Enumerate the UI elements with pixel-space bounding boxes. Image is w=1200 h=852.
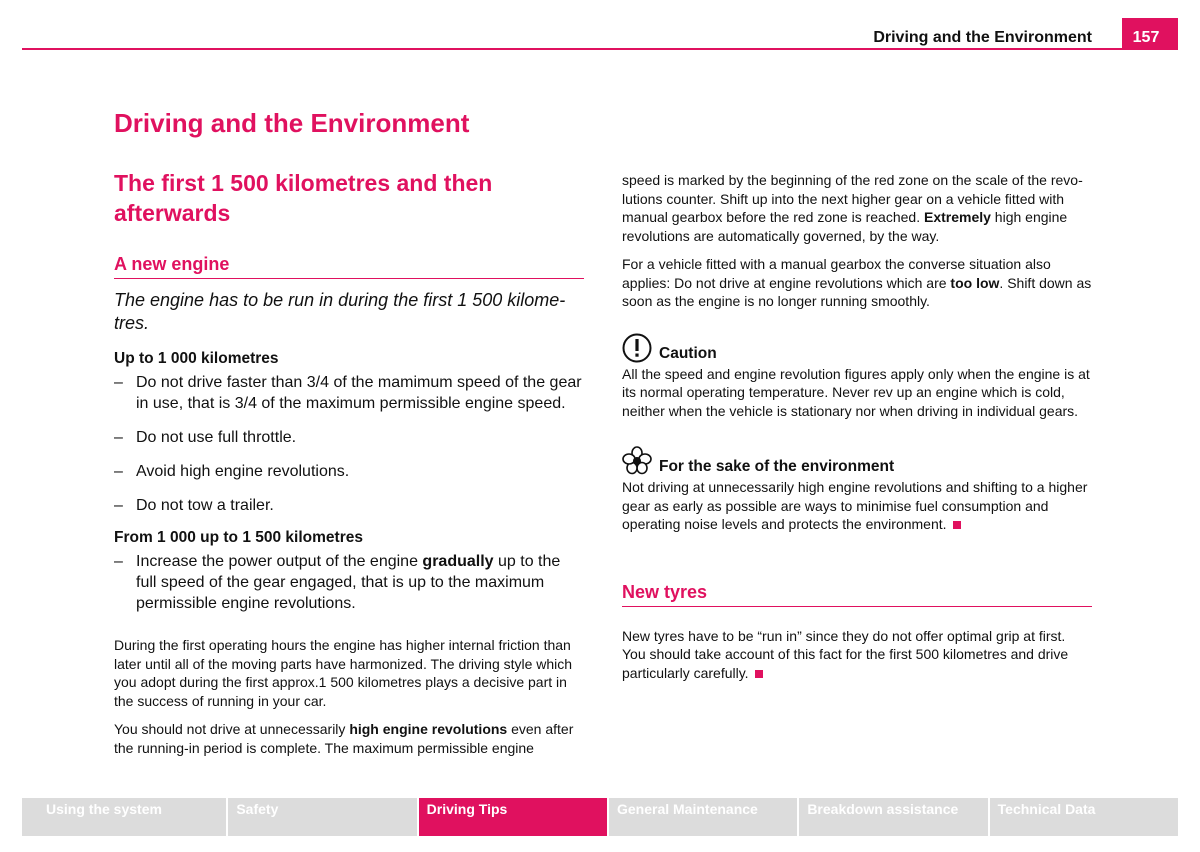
- list-item: – Increase the power output of the engine gradually up to the full speed of the gear engaged, that is up to the maximum permissible engine revolutions.: [114, 553, 561, 612]
- subheading-new-tyres: New tyres: [622, 582, 1092, 607]
- paragraph-red-zone: speed is marked by the beginning of the red zone on the scale of the revo-lutions counter. Shift up into the next higher gear on a vehicle fitted with manual gearbox before the red zone is reached. Extremely high engine revolutions are automatically governed, by the way.: [622, 172, 1083, 244]
- caution-text: All the speed and engine revolution figures apply only when the engine is at its normal operating temperature. Never rev up an engine which is cold, neither when the vehicle is stationary nor when driving in individual gears.: [622, 365, 1090, 419]
- tab-breakdown-assistance[interactable]: Breakdown assistance: [799, 798, 987, 836]
- subheading-new-engine: A new engine: [114, 254, 584, 279]
- end-square-icon: [953, 521, 961, 529]
- chapter-title: Driving and the Environment: [114, 108, 470, 138]
- environment-title: For the sake of the environment: [659, 458, 895, 475]
- page-number: 157: [1122, 18, 1178, 50]
- running-header-title: Driving and the Environment: [873, 29, 1092, 46]
- tab-technical-data[interactable]: Technical Data: [990, 798, 1178, 836]
- caution-title: Caution: [659, 344, 717, 362]
- list-1000km: [114, 372, 584, 516]
- group-heading-1500km: From 1 000 up to 1 500 kilometres: [114, 529, 363, 546]
- footer-nav: [22, 798, 1178, 836]
- list-1500km: [114, 551, 584, 614]
- intro-text: The engine has to be run in during the first 1 500 kilome-tres.: [114, 290, 566, 333]
- tyres-text: New tyres have to be “run in” since they do not offer optimal grip at first. You should take account of this fact for the first 500 kilometres and drive particularly carefully.: [622, 627, 1069, 681]
- paragraph-high-revs: You should not drive at unnecessarily high engine revolutions even after the running-in period is complete. The maximum permissible engine: [114, 721, 574, 756]
- right-column: [622, 171, 1092, 682]
- header-rule: [22, 48, 1178, 50]
- section-title: The first 1 500 kilometres and then afterwards: [114, 170, 493, 226]
- left-column: [114, 168, 584, 757]
- list-item: – Do not drive faster than 3/4 of the mamimum speed of the gear in use, that is 3/4 of the maximum permissible engine speed.: [114, 374, 582, 412]
- tab-safety[interactable]: Safety: [228, 798, 416, 836]
- end-square-icon: [755, 670, 763, 678]
- flower-environment-icon: [622, 446, 652, 476]
- list-item: – Do not tow a trailer.: [114, 497, 274, 514]
- paragraph-friction: During the first operating hours the engine has higher internal friction than later until all of the moving parts have harmonized. The driving style which you adopt during the first approx.1 500 kilometres plays a decisive part in the success of running in your car.: [114, 637, 573, 709]
- group-heading-1000km: Up to 1 000 kilometres: [114, 350, 279, 367]
- list-item: – Avoid high engine revolutions.: [114, 463, 350, 480]
- environment-heading: [622, 446, 1092, 476]
- caution-heading: [622, 333, 1092, 363]
- paragraph-too-low: For a vehicle fitted with a manual gearbox the converse situation also applies: Do not drive at engine revolutions which are too low. Shift down as soon as the engine is no longer running smoothly.: [622, 256, 1092, 309]
- environment-text: Not driving at unnecessarily high engine revolutions and shifting to a higher gear as early as possible are ways to minimise fuel consumption and operating noise levels and protects the environment.: [622, 479, 1088, 532]
- tab-driving-tips[interactable]: Driving Tips: [419, 798, 607, 836]
- list-item: – Do not use full throttle.: [114, 429, 297, 446]
- caution-exclamation-icon: [622, 333, 652, 363]
- tab-using-the-system[interactable]: Using the system: [22, 798, 226, 836]
- tab-general-maintenance[interactable]: General Maintenance: [609, 798, 797, 836]
